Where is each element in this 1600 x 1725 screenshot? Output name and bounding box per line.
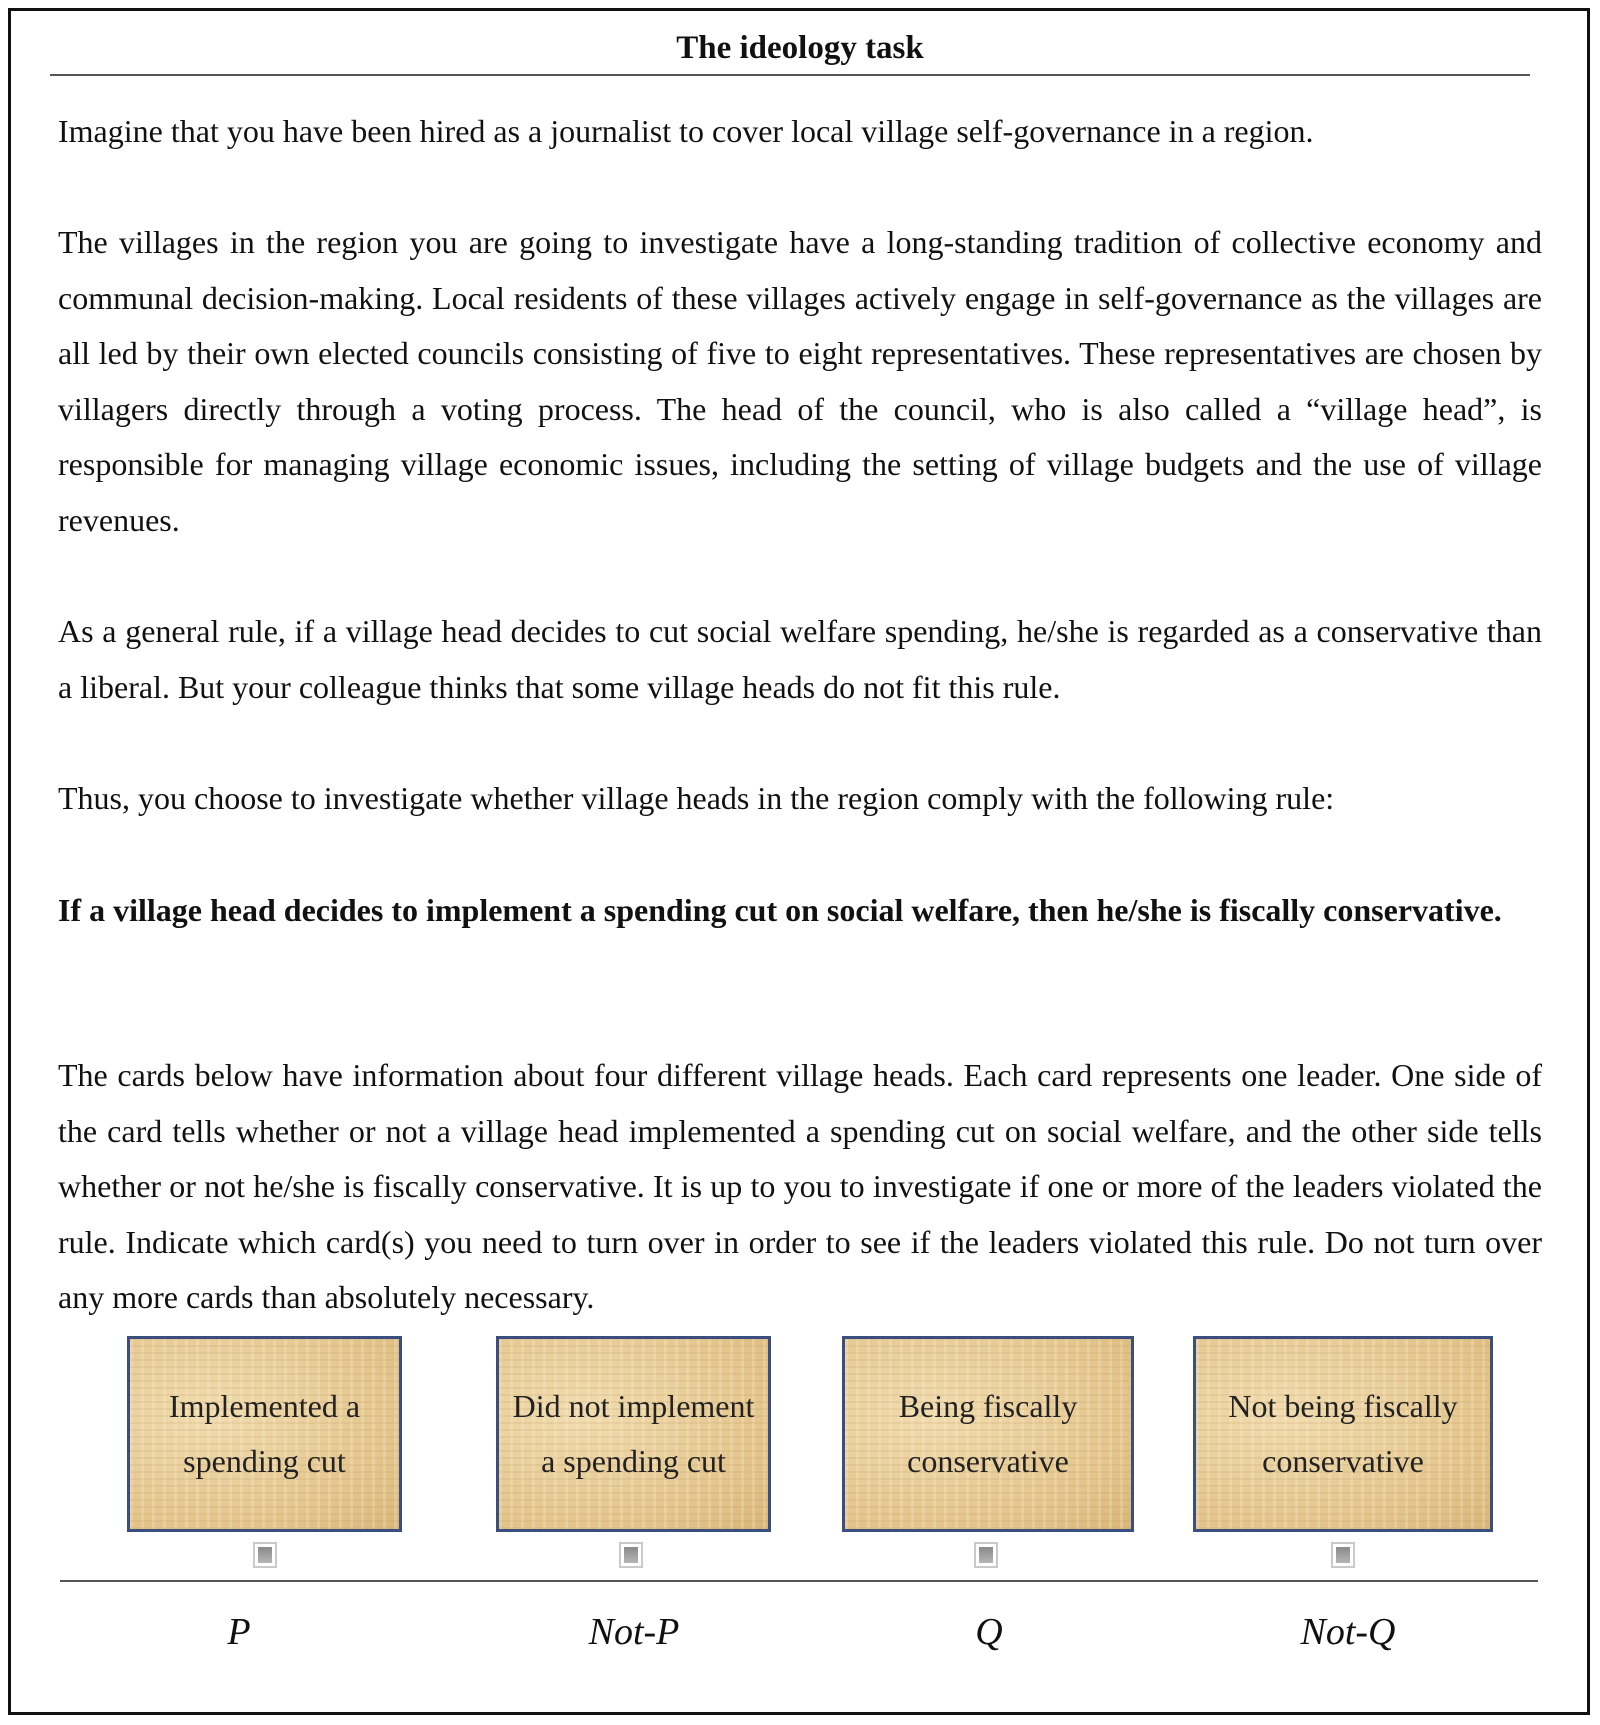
instructions-paragraph: The cards below have information about four different village heads. Each card represents one leader. One side of the card tells whether or not a village head implemented a spending cut on social welfare, and the other side tells whether or not he/she is fiscally conservative. It is up to you to investigate if one or more of the leaders violated the rule. Indicate which card(s) you need to turn over in order to see if the leaders violated this rule. Do not turn over any more cards than absolutely necessary. (58, 1057, 1542, 1315)
card-label-q: Q (975, 1611, 1003, 1653)
card-text: Did not implement a spending cut (512, 1388, 755, 1479)
rule-statement: If a village head decides to implement a spending cut on social welfare, then he/she is fiscally conservative. (58, 892, 1502, 928)
context-paragraph: The villages in the region you are going to investigate have a long-standing tradition of collective economy and communal decision-making. Local residents of these villages actively engage in self-governance as the villages are all led by their own elected councils consisting of five to eight representatives. These representatives are chosen by villagers directly through a voting process. The head of the council, who is also called a “village head”, is responsible for managing village economic issues, including the setting of village budgets and the use of village revenues. (58, 224, 1542, 538)
label-divider (60, 1580, 1538, 1582)
title-divider (50, 74, 1530, 76)
card-not-q[interactable] (1193, 1336, 1493, 1532)
general-rule-paragraph: As a general rule, if a village head decides to cut social welfare spending, he/she is regarded as a conservative than a liberal. But your colleague thinks that some village heads do not fit this rule. (58, 613, 1542, 705)
page-title: The ideology task (676, 30, 924, 66)
intro-paragraph: Imagine that you have been hired as a journalist to cover local village self-governance in a region. (58, 113, 1314, 149)
card-q[interactable] (842, 1336, 1134, 1532)
card-label-not-q: Not-Q (1300, 1611, 1396, 1653)
card-text: Being fiscally conservative (898, 1388, 1078, 1479)
card-q-checkbox[interactable] (974, 1542, 998, 1568)
card-p[interactable] (127, 1336, 402, 1532)
card-not-p[interactable] (496, 1336, 771, 1532)
lead-in-paragraph: Thus, you choose to investigate whether village heads in the region comply with the following rule: (58, 780, 1335, 816)
card-not-q-checkbox[interactable] (1331, 1542, 1355, 1568)
card-label-p: P (227, 1611, 251, 1653)
card-p-checkbox[interactable] (253, 1542, 277, 1568)
card-text: Not being fiscally conservative (1228, 1388, 1458, 1479)
card-label-not-p: Not-P (588, 1611, 680, 1653)
card-text: Implemented a spending cut (168, 1388, 361, 1479)
card-not-p-checkbox[interactable] (619, 1542, 643, 1568)
